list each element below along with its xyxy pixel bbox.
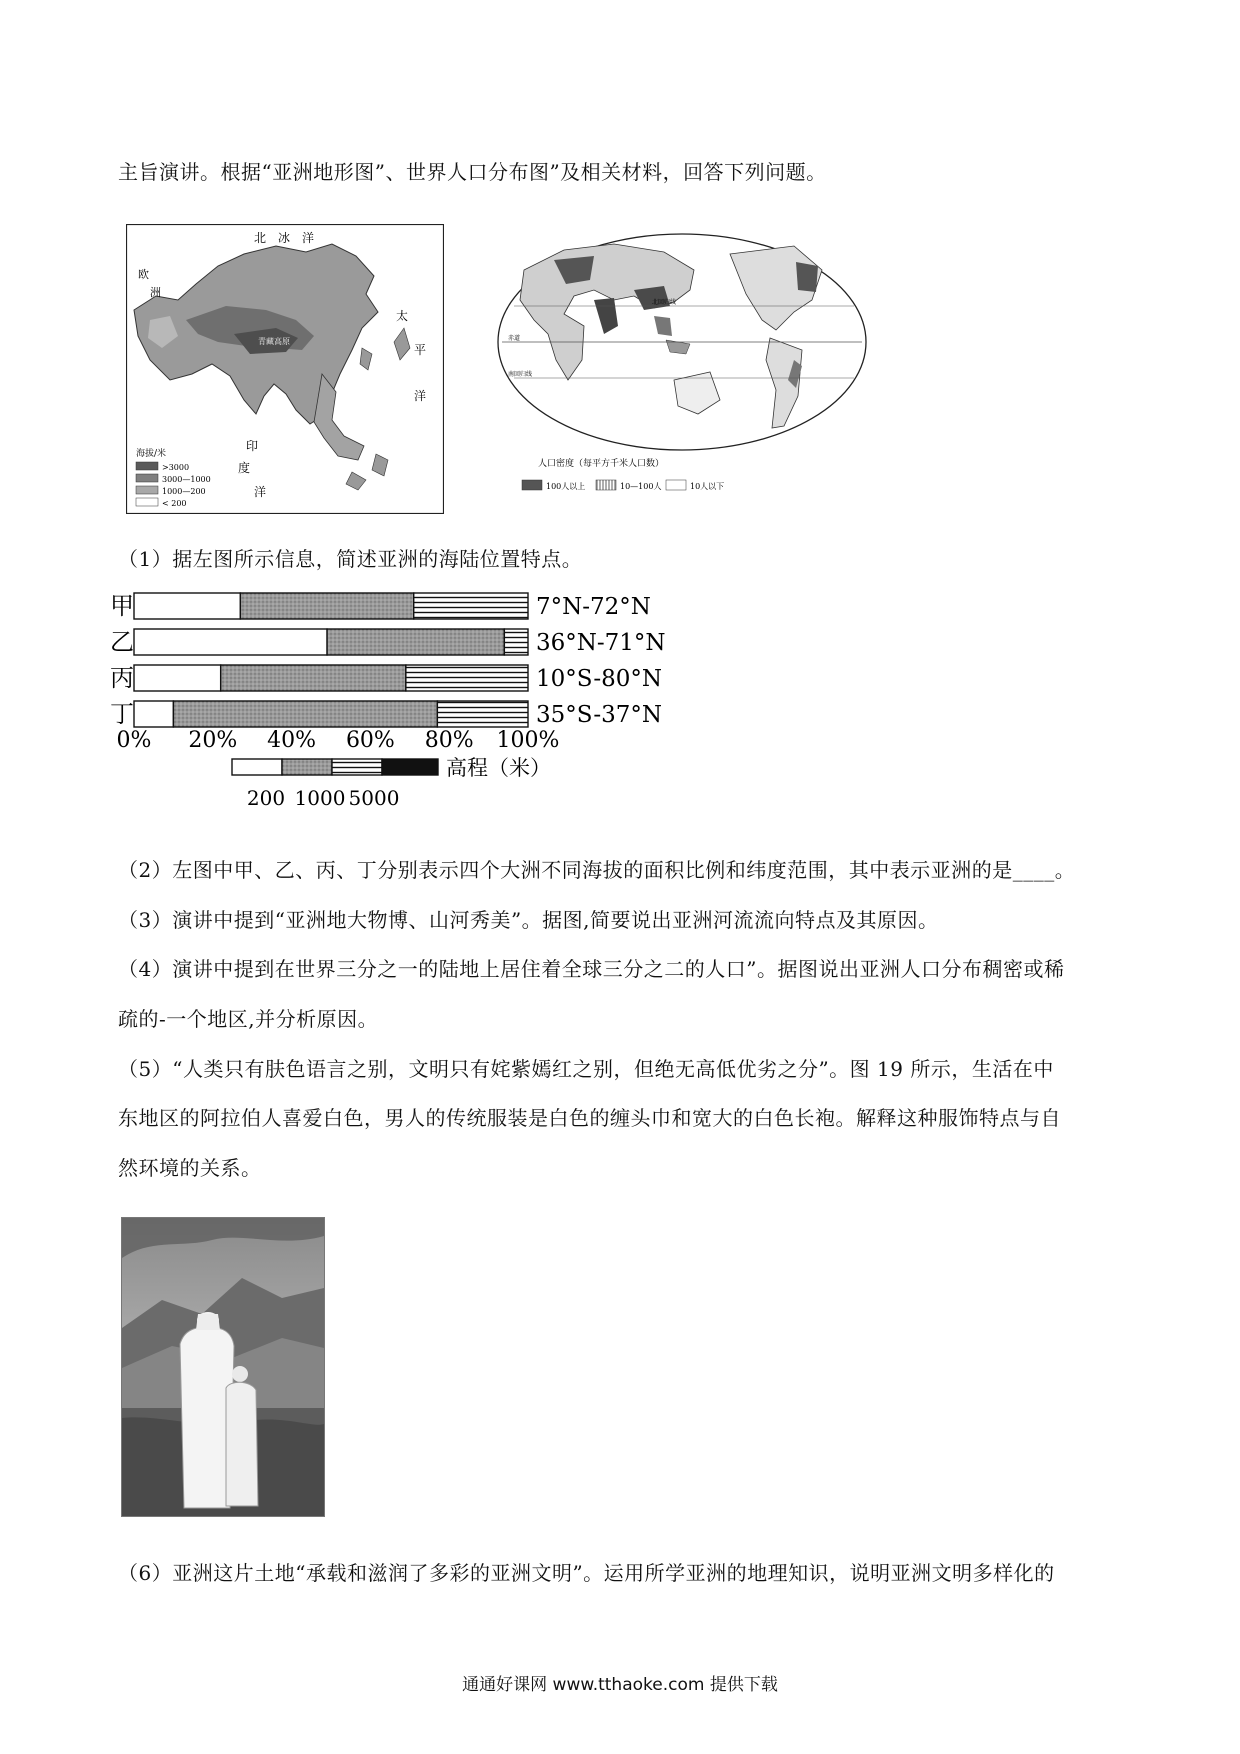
latitude-range-丙: 10°S-80°N — [536, 666, 663, 692]
world-equator: 赤道 — [508, 335, 521, 342]
bar-丙-segment-3 — [406, 665, 528, 691]
x-tick-label: 60% — [345, 728, 395, 753]
label-indian-2: 度 — [238, 461, 251, 475]
label-plateau: 青藏高原 — [258, 337, 290, 346]
elevation-chart — [110, 585, 750, 845]
label-pacific-2: 平 — [414, 343, 427, 357]
category-label-甲: 甲 — [110, 592, 134, 620]
arab-men-photo — [121, 1217, 325, 1517]
bar-丁-segment-1 — [134, 701, 173, 727]
world-population-map — [494, 230, 870, 502]
bar-丁-segment-3 — [437, 701, 528, 727]
legend-tick-5000: 5000 — [348, 786, 400, 810]
category-label-丙: 丙 — [110, 664, 134, 692]
label-indian-3: 洋 — [254, 485, 267, 499]
bar-丙-segment-1 — [134, 665, 221, 691]
legend-swatch-3 — [332, 759, 382, 775]
bar-甲-segment-3 — [414, 593, 528, 619]
legend-tick-1000: 1000 — [294, 786, 346, 810]
world-tropic-south: 南回归线 — [508, 371, 533, 378]
label-pacific-1: 太 — [396, 309, 409, 323]
legend-swatch-2 — [282, 759, 332, 775]
world-tropic-north: 北回归线 — [652, 299, 677, 306]
question-5-line-2: 东地区的阿拉伯人喜爱白色，男人的传统服装是白色的缠头巾和宽大的白色长袍。解释这种服饰特点与自 — [118, 1106, 1061, 1130]
category-label-乙: 乙 — [110, 628, 134, 656]
asia-legend-3: 1000—200 — [162, 487, 206, 496]
question-4-line-1: （4）演讲中提到在世界三分之一的陆地上居住着全球三分之二的人口”。据图说出亚洲人口分布稠密或稀 — [118, 957, 1065, 981]
question-3: （3）演讲中提到“亚洲地大物博、山河秀美”。据图,简要说出亚洲河流流向特点及其原因。 — [118, 908, 939, 932]
asia-legend-2: 3000—1000 — [162, 475, 211, 484]
bar-乙-segment-3 — [504, 629, 528, 655]
legend-swatch-1 — [232, 759, 282, 775]
bar-丙-segment-2 — [221, 665, 406, 691]
x-tick-label: 80% — [424, 728, 474, 753]
question-2: （2）左图中甲、乙、丙、丁分别表示四个大洲不同海拔的面积比例和纬度范围，其中表示亚洲的是____。 — [118, 858, 1076, 882]
asia-legend-4: < 200 — [162, 499, 187, 508]
x-tick-label: 0% — [116, 728, 152, 753]
category-label-丁: 丁 — [110, 700, 134, 728]
x-tick-label: 40% — [267, 728, 317, 753]
asia-legend-title: 海拔/米 — [136, 449, 167, 459]
label-indian-1: 印 — [246, 439, 259, 453]
page-footer: 通通好课网 www.tthaoke.com 提供下载 — [462, 1675, 778, 1695]
label-europe-2: 洲 — [150, 286, 161, 299]
asia-topographic-map — [126, 224, 444, 514]
question-6: （6）亚洲这片土地“承载和滋润了多彩的亚洲文明”。运用所学亚洲的地理知识，说明亚洲文明多样化的 — [118, 1561, 1055, 1585]
legend-swatch-4 — [382, 759, 438, 775]
bar-甲-segment-2 — [240, 593, 413, 619]
question-4-line-2: 疏的-一个地区,并分析原因。 — [118, 1007, 379, 1031]
bar-甲-segment-1 — [134, 593, 240, 619]
label-europe: 欧 — [138, 268, 149, 281]
latitude-range-乙: 36°N-71°N — [536, 630, 666, 656]
world-legend-title: 人口密度（每平方千米人口数） — [538, 459, 665, 469]
latitude-range-丁: 35°S-37°N — [536, 702, 663, 728]
world-legend-2: 10—100人 — [620, 482, 662, 491]
label-arctic-ocean: 北 冰 洋 — [254, 231, 315, 245]
bar-乙-segment-1 — [134, 629, 327, 655]
latitude-range-甲: 7°N-72°N — [536, 594, 651, 620]
world-legend-1: 100人以上 — [546, 482, 586, 491]
x-tick-label: 20% — [188, 728, 238, 753]
label-pacific-3: 洋 — [414, 389, 427, 403]
x-tick-label: 100% — [496, 728, 560, 753]
question-5-line-3: 然环境的关系。 — [118, 1156, 262, 1180]
intro-text: 主旨演讲。根据“亚洲地形图”、世界人口分布图”及相关材料，回答下列问题。 — [118, 160, 827, 184]
bar-丁-segment-2 — [173, 701, 437, 727]
asia-legend-1: >3000 — [162, 463, 190, 472]
legend-tick-200: 200 — [246, 786, 286, 810]
world-legend-3: 10人以下 — [690, 482, 725, 491]
legend-label: 高程（米） — [446, 756, 551, 780]
bar-乙-segment-2 — [327, 629, 504, 655]
question-1: （1）据左图所示信息，简述亚洲的海陆位置特点。 — [118, 547, 583, 571]
elevation-chart-svg — [110, 585, 750, 845]
question-5-line-1: （5）“人类只有肤色语言之别，文明只有姹紫嫣红之别，但绝无高低优劣之分”。图 19 所示，生活在中 — [118, 1057, 1054, 1081]
